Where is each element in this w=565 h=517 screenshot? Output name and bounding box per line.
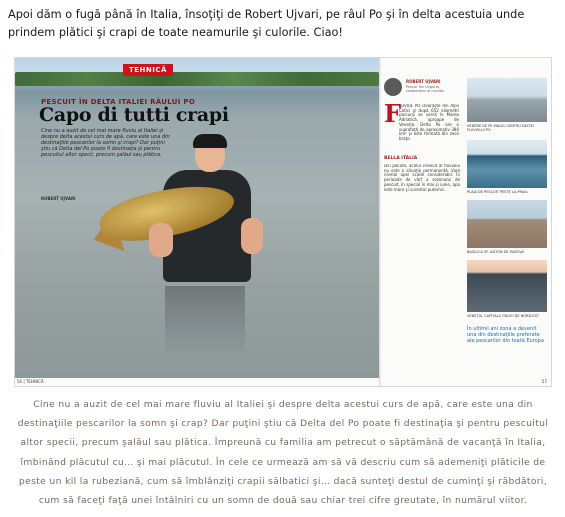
angler-cap <box>193 134 227 148</box>
magazine-spread-image <box>14 57 552 387</box>
column-1-body: Din păcate, acolul crescut al fluviului nu este o situaţie permanentă. Vara nivelul apei scade considerabil. În perioada de vârf a sezonului de pescuit, în special în mai şi iunie, apa este mare şi curentul puternic. <box>384 164 460 192</box>
article-kicker: PESCUIT ÎN DELTA ITALIEI RÂULUI PO <box>41 98 196 106</box>
column-subhead: BELLA ITALIA <box>384 156 418 161</box>
article-headline: Capo di tutti crapi <box>39 104 229 126</box>
thumb-photo-venice <box>467 260 547 312</box>
angler-arm-left <box>149 223 173 257</box>
intro-paragraph: Apoi dăm o fugă până în Italia, însoţiţi de Robert Ujvari, pe râul Po şi în delta acestuia unde prindem plătici şi crapi de toate neamurile şi culorile. Ciao! <box>8 8 525 39</box>
water-reflection <box>165 286 245 356</box>
thumb-caption-1: VEDERE DE PE MALUL CENTRU DELTEI FLUVIULUI PO <box>467 124 534 132</box>
thumb-caption-4: VENEŢIA, CAPITALA ITALIEI DE NORD-EST <box>467 314 539 318</box>
thumb-photo-river <box>467 78 547 122</box>
author-bio: Pescar din Ungaria, colaborator al revistei <box>406 85 445 93</box>
tree-line <box>15 72 379 86</box>
article-body-text: Cine nu a auzit de cel mai mare fluviu al Italiei şi despre delta acestui curs de apă, care este una din destinaţiile pescarilor la somn şi crap? Dar puţini ştiu că Delta del Po poate fi destinaţia şi pentru pescuitul altor specii, precum şalăul sau plătica. Împreună cu familia am petrecut o săptămână de vacanţă în Italia, îmbinând plăcutul cu… şi mai plăcutul. În cele ce urmează am să vă descriu cum să ademeniţi plăticile de peste un kil la rubeziană, cum să îmblânziţi crapii sălbatici şi… dacă sunteţi destul de cuminţi şi răbdători, cum să faceţi faţă unei întâlniri cu un somn de două sau chiar trei cifre greutate, în numărul viitor. <box>17 399 549 507</box>
drop-cap: F <box>384 99 402 128</box>
column-1-intro: LUVIUL PO izvorăşte din Alpii Cotici şi după 652 kilometri parcurşi se varsă în Marea Adriatică, aproape de Veneţia. Delta Po are o suprafaţă de aproximativ 380 km² şi este formată din zece braţe. <box>399 104 459 141</box>
page-number-right: 57 <box>541 379 547 384</box>
article-lede: Cine nu a auzit de cel mai mare fluviu al Italiei şi despre delta acestui curs de apă, care este una din destinaţiile pescarilor la somn şi crapi? Dar puţini ştiu că Delta del Po poate fi destinaţia şi pentru pescuitul altor specii, precum şalăul sau plătica. <box>41 128 170 158</box>
author-avatar <box>384 78 402 96</box>
author-name: ROBERT UJVARI <box>406 79 441 84</box>
thumb-caption-2: PLAJA DE PESCUIT PESTE LA PRAIA <box>467 190 528 194</box>
article-byline: ROBERT UJVARI <box>41 196 76 201</box>
thumb-photo-basilica <box>467 200 547 248</box>
page-number-left: 56 | TEHNICĂ <box>17 379 44 384</box>
thumb-caption-3: BAZILICA SF. ANTON DE PADOVA <box>467 250 524 254</box>
angler-arm-right <box>241 218 263 254</box>
section-tag: TEHNICĂ <box>123 64 173 76</box>
pull-quote: În ultimii ani zona a devenit una din destinaţiile preferate ale pescarilor din toată Europa <box>467 326 544 344</box>
thumb-photo-beach <box>467 140 547 188</box>
